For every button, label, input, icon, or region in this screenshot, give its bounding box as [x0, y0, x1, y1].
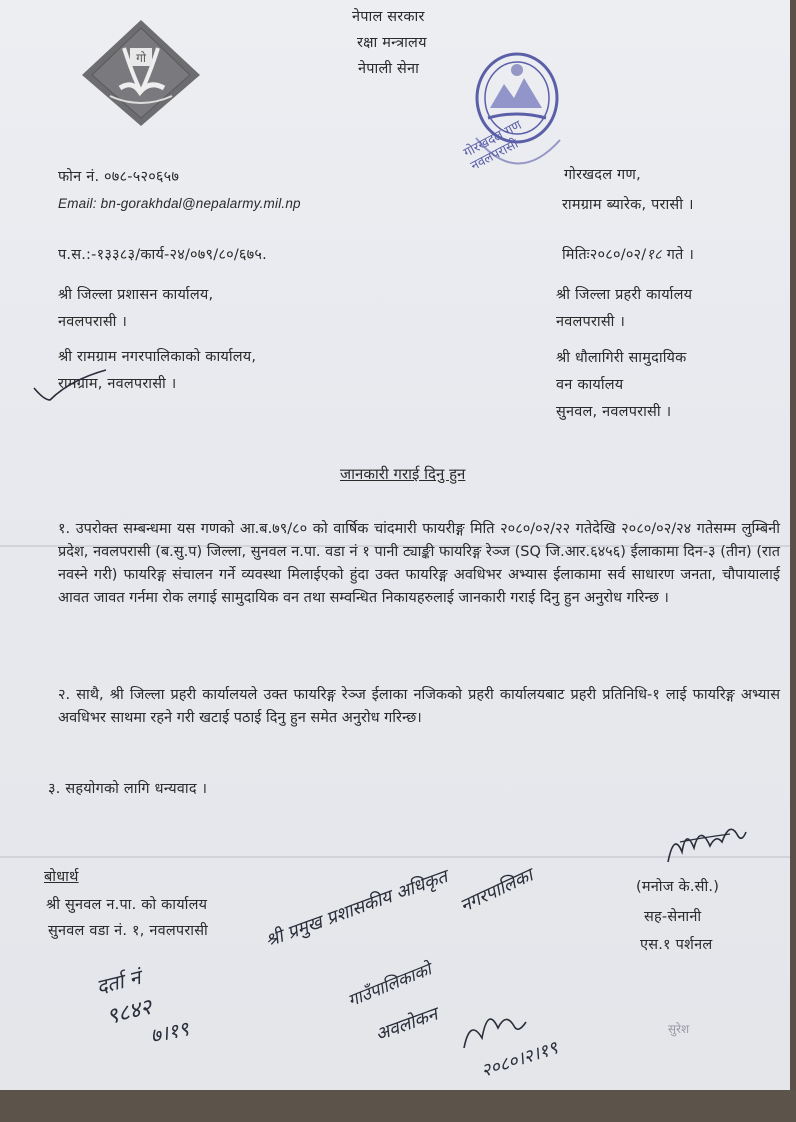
signatory-post: एस.१ पर्शनल — [640, 937, 713, 953]
date-prefix: मितिः२०८०/०२/ — [562, 247, 647, 263]
recipient-right-2-line2: वन कार्यालय — [556, 377, 624, 393]
recipient-right-1-line1: श्री जिल्ला प्रहरी कार्यालय — [556, 287, 693, 303]
handwritten-check-mark — [30, 366, 110, 406]
handwritten-initial-signature — [454, 998, 534, 1058]
recipient-right-2-line1: श्री धौलागिरी सामुदायिक — [556, 350, 687, 366]
table-surface — [0, 1090, 796, 1122]
handwritten-endorsement-3: नगरपालिका — [456, 864, 537, 917]
recipient-right-2-line3: सुनवल, नवलपरासी । — [556, 404, 672, 420]
army-title: नेपाली सेना — [358, 61, 420, 77]
phone-number: फोन नं. ०७८-५२०६५७ — [58, 169, 180, 185]
cc-line1: श्री सुनवल न.पा. को कार्यालय — [46, 897, 208, 913]
cc-label: बोधार्थ — [44, 869, 79, 885]
handwritten-note-date: ७।१९ — [148, 1016, 191, 1048]
gov-title: नेपाल सरकार — [352, 9, 425, 25]
cc-line2: सुनवल वडा नं. १, नवलपरासी — [48, 923, 208, 939]
date-day-handwritten: १८ — [646, 247, 662, 263]
officer-signature — [660, 812, 750, 872]
email-address: Email: bn-gorakhdal@nepalarmy.mil.np — [58, 196, 301, 211]
date-suffix: गते । — [666, 247, 695, 263]
recipient-left-2-line2: रामग्राम, नवलपरासी । — [58, 376, 177, 392]
faint-stamp-text: सुरेश — [668, 1022, 690, 1036]
nepal-army-logo — [80, 18, 202, 132]
handwritten-note-number: ९८४२ — [104, 994, 155, 1031]
reference-number: प.स.:-१३३८३/कार्य-२४/०७९/८०/६७५. — [58, 247, 267, 263]
handwritten-endorsement-1: श्री प्रमुख प्रशासकीय अधिकृत — [262, 866, 451, 952]
handwritten-endorsement-2: गाउँपालिकाको — [345, 959, 435, 1012]
ministry-title: रक्षा मन्त्रालय — [357, 35, 427, 51]
recipient-right-1-line2: नवलपरासी । — [556, 314, 626, 330]
handwritten-endorsement-4: अवलोकन — [372, 1003, 441, 1046]
recipient-left-1-line2: नवलपरासी । — [58, 314, 128, 330]
body-paragraph-2: २. साथै, श्री जिल्ला प्रहरी कार्यालयले उक्त फायरिङ्ग रेञ्ज ईलाका नजिकको प्रहरी कार्यालयबाट प्रहरी प्रतिनिधि-१ लाई फायरिङ्ग अभ्यास अवधिभर साथमा रहने गरी खटाई पठाई दिनु हुन समेत अनुरोध गरिन्छ। — [58, 687, 780, 726]
subject-heading: जानकारी गराई दिनु हुन — [340, 465, 466, 483]
handwritten-endorsement-date: २०८०।२।१९ — [478, 1037, 561, 1082]
letter-date — [562, 244, 694, 264]
unit-name: गोरखदल गण, — [564, 167, 641, 183]
unit-location: रामग्राम ब्यारेक, परासी । — [562, 197, 694, 213]
signatory-rank: सह-सेनानी — [644, 909, 702, 925]
seal-text: गोरखदल गण नवलपरासी — [461, 117, 525, 175]
signatory-name: (मनोज के.सी.) — [636, 879, 720, 895]
unit-seal-stamp — [461, 48, 566, 192]
svg-text:गो: गो — [136, 51, 146, 65]
body-paragraph-1: १. उपरोक्त सम्बन्धमा यस गणको आ.ब.७९/८० को वार्षिक चांदमारी फायरीङ्ग मिति २०८०/०२/२२ गतेदेखि २०८०/०२/२४ गतेसम्म लुम्बिनी प्रदेश, नवलपरासी (ब.सु.प) जिल्ला, सुनवल न.पा. वडा नं १ पानी ट्याङ्की फायरिङ्ग रेञ्ज (SQ जि.आर.६४५६) ईलाकामा दिन-३ (तीन) (रात नवस्ने गरी) फायरिङ्ग संचालन गर्ने व्यवस्था मिलाईएको हुंदा उक्त फायरिङ्ग अवधिभर अभ्यास ईलाकामा सर्व साधारण जनता, चौपायालाई आवत जावत गर्नमा रोक लगाई सामुदायिक वन तथा सम्वन्धित निकायहरुलाई जानकारी गराई दिनु हुन अनुरोध गरिन्छ । — [58, 521, 780, 606]
recipient-left-1-line1: श्री जिल्ला प्रशासन कार्यालय, — [58, 287, 214, 303]
recipient-left-2-line1: श्री रामग्राम नगरपालिकाको कार्यालय, — [58, 349, 257, 365]
body-paragraph-3: ३. सहयोगको लागि धन्यवाद । — [48, 781, 208, 797]
handwritten-note-registration: दर्ता नं — [93, 964, 144, 1000]
